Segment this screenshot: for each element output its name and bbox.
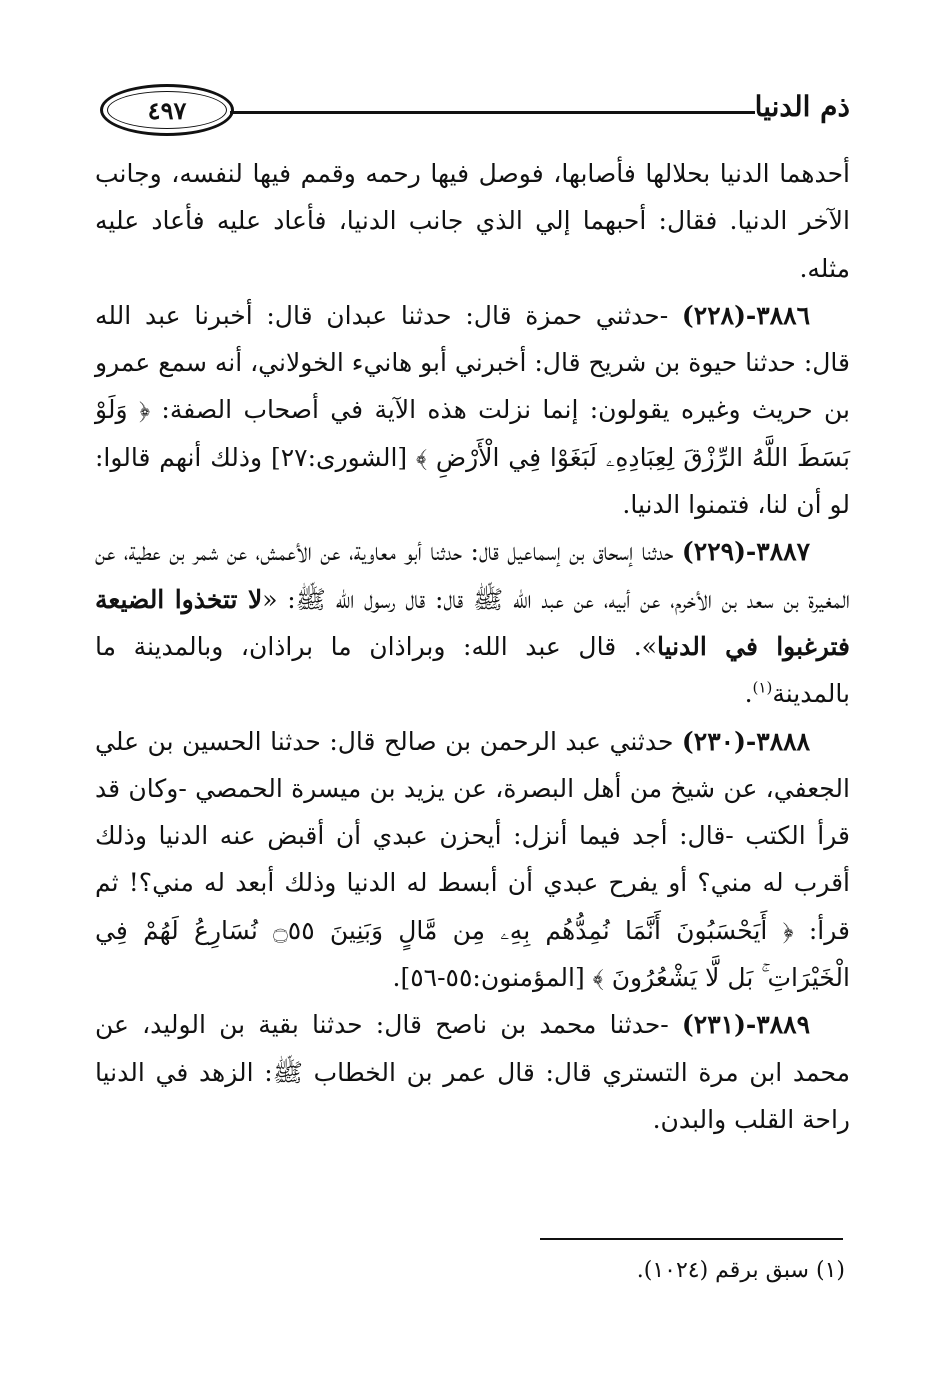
paragraph-text: ». قال عبد الله: وبراذان ما براذان، وبالمدينة ما بالمدينة: [95, 631, 850, 709]
hadith-paragraph-3887: [95, 528, 850, 717]
main-text: [95, 150, 850, 1143]
paragraph-text: حدثني عبد الرحمن بن صالح قال: حدثنا الحسين بن علي الجعفي، عن شيخ من أهل البصرة، عن يزيد بن ميسرة الحمصي -وكان قد قرأ الكتب -قال: أجد فيما أنزل: أيحزن عبدي أن أقبض عنه الدنيا وذلك أقرب له مني؟ أو يفرح عبدي أن أبسط له الدنيا وذلك أبعد له مني؟! ثم قرأ: ﴿ أَيَحْسَبُونَ أَنَّمَا نُمِدُّهُم بِهِۦ مِن مَّالٍ وَبَنِينَ ۝٥٥ نُسَارِعُ لَهُمْ فِي الْخَيْرَاتِ ۚ بَل لَّا يَشْعُرُونَ ﴾ [المؤمنون:٥٥-٥٦].: [95, 726, 850, 993]
running-title: ذم الدنيا: [754, 90, 850, 123]
footnote: (١) سبق برقم (١٠٢٤).: [636, 1258, 845, 1283]
paragraph-text: أحدهما الدنيا بحلالها فأصابها، فوصل فيها رحمه وقمم فيها لنفسه، وجانب الآخر الدنيا. فقال: أحبهما إلي الذي جانب الدنيا، فأعاد عليه فأعاد عليه مثله.: [95, 159, 851, 283]
hadith-number: ٣٨٨٨-(٢٣٠): [681, 726, 810, 756]
paragraph-text: -حدثنا محمد بن ناصح قال: حدثنا بقية بن الوليد، عن محمد ابن مرة التستري قال: قال عمر بن الخطاب ﷺ: الزهد في الدنيا راحة القلب والبدن.: [95, 1010, 850, 1134]
hadith-number: ٣٨٨٩-(٢٣١): [681, 1010, 810, 1040]
hadith-number: ٣٨٨٦-(٢٢٨): [681, 300, 810, 330]
page-number-frame: [100, 84, 234, 136]
paragraph-text: حدثنا إسحاق بن إسماعيل قال: حدثنا أبو معاوية، عن الأعمش، عن شمر بن عطية، عن المغيرة بن سعد بن الأخرم، عن أبيه، عن عبد الله ﷺ قال: قال رسول الله ﷺ: «: [95, 537, 850, 614]
page-header: [100, 80, 850, 140]
footnote-rule: [540, 1238, 843, 1240]
hadith-paragraph-3886: [95, 292, 850, 528]
paragraph-continuation: [95, 150, 850, 292]
hadith-quote: لا تتخذوا الضيعة فترغبوا في الدنيا: [95, 584, 850, 661]
hadith-number: ٣٨٨٧-(٢٢٩): [681, 537, 810, 567]
header-rule: [230, 111, 755, 114]
hadith-paragraph-3889: [95, 1001, 850, 1143]
paragraph-text: .: [744, 679, 753, 709]
page-number: ٤٩٧: [147, 95, 187, 125]
footnote-reference: (١): [752, 678, 773, 697]
paragraph-text: -حدثني حمزة قال: حدثنا عبدان قال: أخبرنا عبد الله قال: حدثنا حيوة بن شريح قال: أخبرني أبو هانيء الخولاني، أنه سمع عمرو بن حريث وغيره يقولون: إنما نزلت هذه الآية في أصحاب الصفة: ﴿ وَلَوْ بَسَطَ اللَّهُ الرِّزْقَ لِعِبَادِهِۦ لَبَغَوْا فِي الْأَرْضِ ﴾ [الشورى:٢٧] وذلك أنهم قالوا: لو أن لنا، فتمنوا الدنيا.: [95, 300, 850, 520]
hadith-paragraph-3888: [95, 718, 850, 1002]
